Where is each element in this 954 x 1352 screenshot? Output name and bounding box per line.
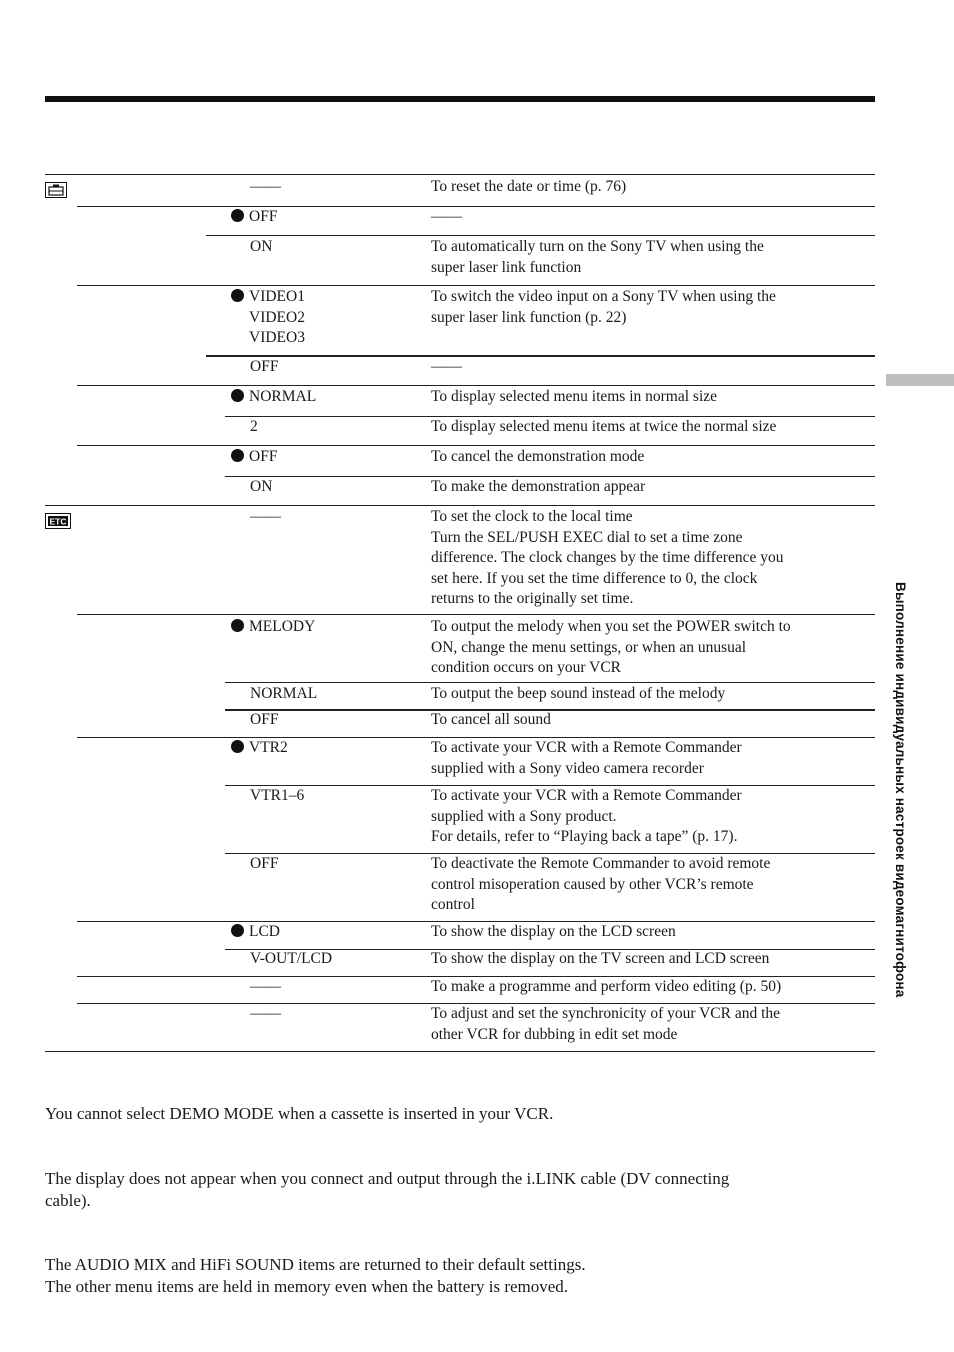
default-bullet-icon — [231, 449, 244, 462]
setting-value: VTR1–6 — [250, 787, 305, 804]
setting-value: ON — [250, 238, 273, 255]
setting-description: To switch the video input on a Sony TV when using the super laser link function (p. 22) — [431, 288, 776, 326]
row-divider — [77, 206, 875, 207]
setting-value: VIDEO1 VIDEO2 VIDEO3 — [231, 287, 305, 349]
setting-description: To display selected menu items at twice the normal size — [431, 418, 777, 435]
setting-description: To activate your VCR with a Remote Commander supplied with a Sony product. For details, refer to “Playing back a tape” (p. 17). — [431, 787, 742, 845]
setting-value: OFF — [250, 855, 279, 872]
default-bullet-icon — [231, 209, 244, 222]
row-divider — [77, 614, 875, 615]
row-divider — [77, 445, 875, 446]
top-rule — [45, 96, 875, 102]
setting-value: OFF — [231, 207, 277, 228]
setting-description: To make a programme and perform video editing (p. 50) — [431, 978, 782, 995]
setting-description: To display selected menu items in normal size — [431, 388, 718, 405]
setting-description: To set the clock to the local time Turn the SEL/PUSH EXEC dial to set a time zone difference. The clock changes by the time difference you set here. If you set the time difference to 0, the clock returns to the originally set time. — [431, 508, 784, 607]
setting-description: To automatically turn on the Sony TV when using the super laser link function — [431, 238, 764, 276]
setting-description: —— — [431, 208, 462, 225]
note-2 — [45, 1168, 729, 1212]
setting-value: NORMAL — [250, 685, 318, 702]
note-line: The display does not appear when you connect and output through the i.LINK cable (DV connecting — [45, 1169, 730, 1188]
side-section-label: Выполнение индивидуальных настроек видеомагнитофона — [893, 582, 908, 998]
default-bullet-icon — [231, 389, 244, 402]
note-3 — [45, 1254, 586, 1298]
setup-menu-icon — [45, 182, 67, 198]
note-line: The AUDIO MIX and HiFi SOUND items are returned to their default settings. — [45, 1255, 586, 1274]
setting-value: —— — [250, 1005, 281, 1022]
row-divider — [45, 505, 875, 506]
setting-value: LCD — [231, 922, 280, 943]
default-bullet-icon — [231, 740, 244, 753]
setting-description: To show the display on the LCD screen — [431, 923, 676, 940]
row-divider — [45, 174, 875, 175]
setting-description: To deactivate the Remote Commander to avoid remote control misoperation caused by other VCR’s remote control — [431, 855, 771, 913]
svg-text:ETC: ETC — [49, 516, 67, 527]
row-divider — [206, 235, 875, 236]
etc-menu-icon — [45, 513, 71, 529]
default-bullet-icon — [231, 289, 244, 302]
setting-value: —— — [250, 508, 281, 525]
setting-value: OFF — [250, 711, 279, 728]
default-bullet-icon — [231, 619, 244, 632]
setting-description: To output the melody when you set the POWER switch to ON, change the menu settings, or when an unusual condition occurs on your VCR — [431, 618, 791, 676]
setting-value: —— — [250, 978, 281, 995]
row-divider — [206, 355, 875, 357]
setting-description: To activate your VCR with a Remote Commander supplied with a Sony video camera recorder — [431, 739, 742, 777]
setting-description: To make the demonstration appear — [431, 478, 646, 495]
setting-value: 2 — [250, 418, 258, 435]
row-divider — [45, 1051, 875, 1052]
note-line: cable). — [45, 1191, 91, 1210]
menu-settings-table — [45, 174, 875, 1052]
setting-description: —— — [431, 358, 462, 375]
note-1 — [45, 1103, 553, 1125]
default-bullet-icon — [231, 924, 244, 937]
note-line: The other menu items are held in memory even when the battery is removed. — [45, 1277, 569, 1296]
setting-value: MELODY — [231, 617, 315, 638]
setting-value: NORMAL — [231, 387, 316, 408]
row-divider — [77, 385, 875, 386]
setting-description: To adjust and set the synchronicity of your VCR and the other VCR for dubbing in edit set mode — [431, 1005, 781, 1043]
setting-value: —— — [250, 178, 281, 195]
setting-description: To cancel the demonstration mode — [431, 448, 645, 465]
setting-description: To reset the date or time (p. 76) — [431, 178, 627, 195]
section-tab-marker — [886, 374, 954, 386]
row-divider — [225, 682, 875, 683]
note-line: You cannot select DEMO MODE when a cassette is inserted in your VCR. — [45, 1104, 554, 1123]
setting-value: OFF — [231, 447, 277, 468]
setting-description: To show the display on the TV screen and LCD screen — [431, 950, 770, 967]
setting-value: V-OUT/LCD — [250, 950, 333, 967]
setting-value: ON — [250, 478, 273, 495]
setting-value: VTR2 — [231, 738, 288, 759]
setting-value: OFF — [250, 358, 279, 375]
setting-description: To cancel all sound — [431, 711, 551, 728]
setting-description: To output the beep sound instead of the melody — [431, 685, 726, 702]
row-divider — [77, 285, 875, 286]
